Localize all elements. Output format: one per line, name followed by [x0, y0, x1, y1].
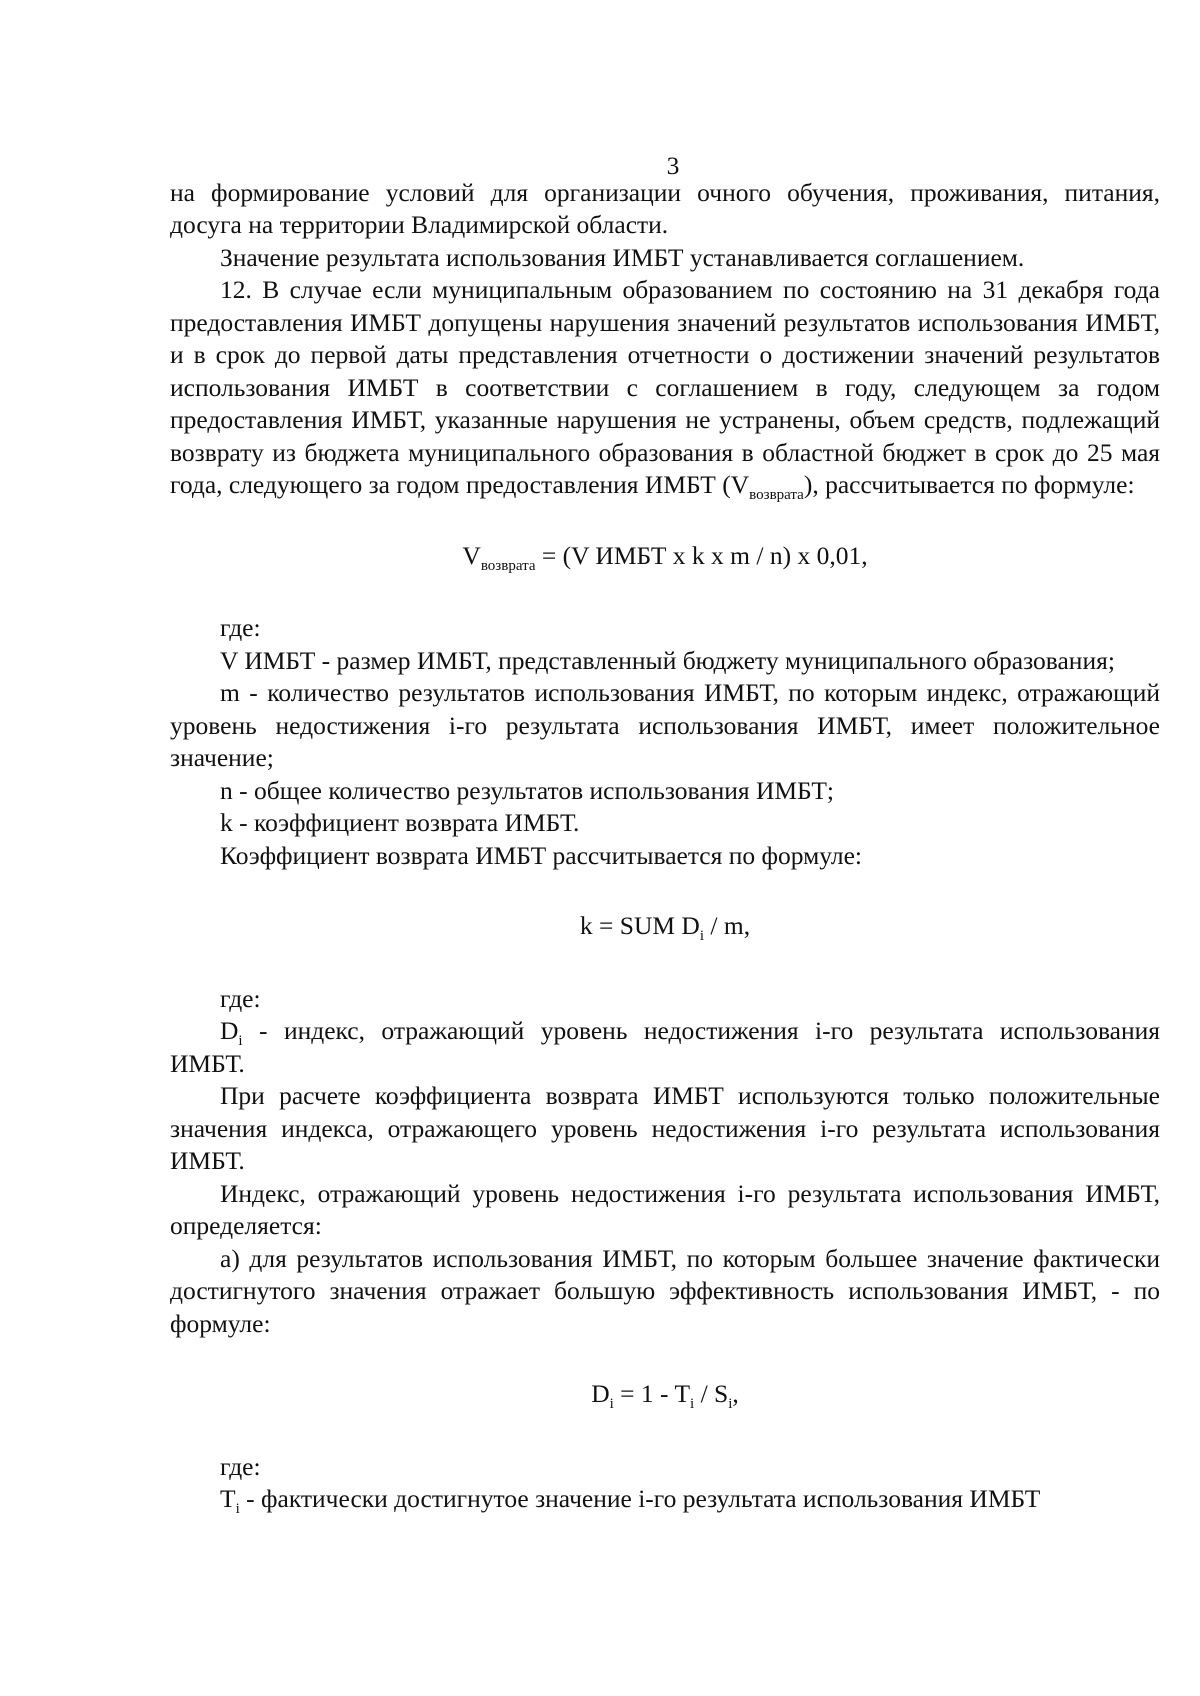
where-label-1: где:	[220, 613, 261, 642]
definition-d-text: - индекс, отражающий уровень недостижения i-го результата использования ИМБТ.	[170, 1016, 1160, 1078]
formula-d-symbol: D	[591, 1379, 610, 1408]
formula-v-subscript: возврата	[480, 557, 536, 574]
paragraph-item-12-tail: ), рассчитывается по формуле:	[803, 470, 1135, 499]
formula-v-expression: = (V ИМБТ x k x m / n) x 0,01,	[535, 540, 868, 570]
formula-v-symbol: V	[462, 540, 481, 570]
paragraph-result-value: Значение результата использования ИМБТ устанавливается соглашением.	[220, 242, 1025, 272]
page-number: 3	[666, 151, 680, 180]
definition-d-subscript: i	[238, 1033, 243, 1050]
definition-k: k - коэффициент возврата ИМБТ.	[220, 808, 580, 837]
formula-d-subscript: i	[609, 1396, 614, 1413]
definition-t-symbol: T	[220, 1484, 236, 1513]
formula-d-part-2: / S	[694, 1379, 729, 1408]
formula-t-subscript: i	[690, 1396, 695, 1413]
paragraph-continuation: на формирование условий для организации очного обучения, проживания, питания, досуга на территории Владимирской области.	[170, 177, 1160, 239]
formula-k-subscript: i	[699, 928, 705, 945]
paragraph-positive-values: При расчете коэффициента возврата ИМБТ используются только положительные значения индекса, отражающего уровень недостижения i-го результата использования ИМБТ.	[170, 1081, 1160, 1175]
k-formula-intro: Коэффициент возврата ИМБТ рассчитывается по формуле:	[220, 840, 863, 870]
definition-t	[170, 1483, 1160, 1516]
formula-k-left: k = SUM D	[579, 911, 700, 940]
where-label-2: где:	[220, 983, 261, 1013]
definition-n: n - общее количество результатов использования ИМБТ;	[220, 775, 835, 805]
formula-v-vozvrata	[170, 540, 1160, 573]
document-page	[170, 150, 1160, 1516]
where-label-3: где:	[220, 1451, 261, 1481]
definition-t-subscript: i	[235, 1501, 240, 1518]
list-item-a: а) для результатов использования ИМБТ, по которым большее значение фактически достигнутого значения отражает большую эффективность использования ИМБТ, - по формуле:	[170, 1243, 1160, 1338]
definition-m: m - количество результатов использования ИМБТ, по которым индекс, отражающий уровень недостижения i-го результата использования ИМБТ, имеет положительное значение;	[170, 678, 1160, 772]
definition-v-imbt: V ИМБТ - размер ИМБТ, представленный бюджету муниципального образования;	[220, 645, 1115, 675]
paragraph-item-12-text: 12. В случае если муниципальным образованием по состоянию на 31 декабря года предоставления ИМБТ допущены нарушения значений результатов использования ИМБТ, и в срок до первой даты представления отчетности о достижении значений результатов использования ИМБТ в соответствии с соглашением в году, следующем за годом предоставления ИМБТ, указанные нарушения не устранены, объем средств, подлежащий возврату из бюджета муниципального образования в областной бюджет в срок до 25 мая года, следующего за годом предоставления ИМБТ (V	[170, 275, 1160, 499]
formula-d-comma: ,	[732, 1379, 739, 1408]
formula-k-right: / m,	[704, 911, 751, 940]
paragraph-item-12	[170, 274, 1160, 502]
formula-k	[170, 910, 1160, 943]
definition-d-symbol: D	[220, 1016, 239, 1045]
definition-t-text: - фактически достигнутое значение i-го результата использования ИМБТ	[239, 1484, 1041, 1513]
paragraph-index-definition: Индекс, отражающий уровень недостижения i-го результата использования ИМБТ, определяется:	[170, 1178, 1160, 1240]
subscript-vozvrata: возврата	[749, 487, 804, 504]
formula-s-subscript: i	[728, 1396, 733, 1413]
formula-d	[170, 1378, 1160, 1411]
formula-d-part-1: = 1 - T	[613, 1379, 691, 1408]
definition-d	[170, 1015, 1160, 1080]
